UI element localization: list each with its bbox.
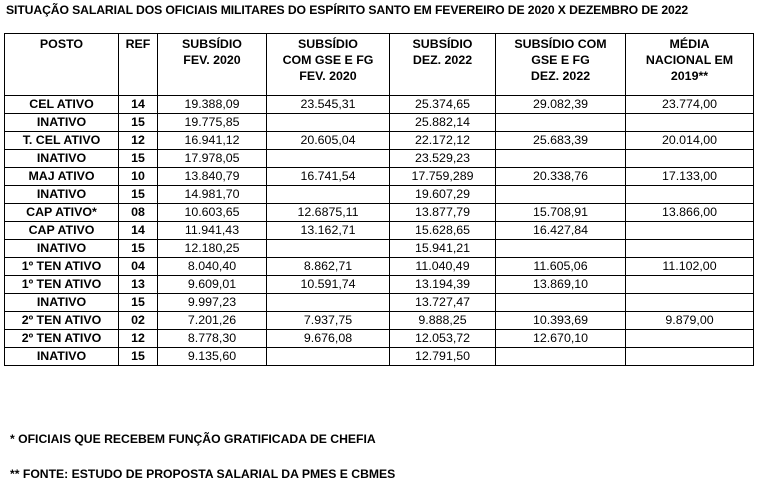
rank-cell: CAP ATIVO [5, 222, 119, 240]
value-cell: 8.862,71 [267, 258, 390, 276]
column-header [5, 34, 119, 96]
value-cell [267, 240, 390, 258]
rank-cell: INATIVO [5, 186, 119, 204]
ref-cell: 10 [119, 168, 158, 186]
value-cell: 7.201,26 [158, 312, 267, 330]
value-cell: 12.670,10 [496, 330, 626, 348]
salary-table [4, 33, 754, 366]
value-cell [626, 348, 754, 366]
value-cell: 14.981,70 [158, 186, 267, 204]
value-cell [626, 114, 754, 132]
column-header [158, 34, 267, 96]
value-cell: 15.628,65 [390, 222, 496, 240]
header-row [5, 34, 754, 96]
rank-cell: CAP ATIVO* [5, 204, 119, 222]
value-cell [626, 240, 754, 258]
column-header-line: DEZ. 2022 [530, 69, 591, 83]
footnote-function: * OFICIAIS QUE RECEBEM FUNÇÃO GRATIFICADA DE CHEFIA [10, 432, 376, 446]
value-cell [267, 114, 390, 132]
value-cell: 9.676,08 [267, 330, 390, 348]
column-header-line: SUBSÍDIO [182, 37, 242, 51]
rank-cell: T. CEL ATIVO [5, 132, 119, 150]
value-cell: 16.741,54 [267, 168, 390, 186]
value-cell: 12.791,50 [390, 348, 496, 366]
ref-cell: 13 [119, 276, 158, 294]
value-cell: 10.393,69 [496, 312, 626, 330]
value-cell [267, 150, 390, 168]
value-cell [496, 186, 626, 204]
value-cell [496, 240, 626, 258]
column-header-line: GSE E FG [531, 53, 590, 67]
column-header [626, 34, 754, 96]
value-cell [626, 330, 754, 348]
column-header [390, 34, 496, 96]
column-header [496, 34, 626, 96]
rank-cell: MAJ ATIVO [5, 168, 119, 186]
value-cell: 13.194,39 [390, 276, 496, 294]
rank-cell: 2º TEN ATIVO [5, 312, 119, 330]
ref-cell: 12 [119, 132, 158, 150]
value-cell: 17.978,05 [158, 150, 267, 168]
table-row [5, 222, 754, 240]
column-header-line: FEV. 2020 [183, 53, 241, 67]
value-cell: 13.727,47 [390, 294, 496, 312]
value-cell: 12.053,72 [390, 330, 496, 348]
table-row [5, 132, 754, 150]
value-cell: 20.014,00 [626, 132, 754, 150]
value-cell: 9.888,25 [390, 312, 496, 330]
value-cell: 17.759,289 [390, 168, 496, 186]
value-cell: 15.941,21 [390, 240, 496, 258]
rank-cell: INATIVO [5, 150, 119, 168]
table-row [5, 114, 754, 132]
value-cell: 11.040,49 [390, 258, 496, 276]
value-cell [267, 186, 390, 204]
value-cell: 13.866,00 [626, 204, 754, 222]
ref-cell: 08 [119, 204, 158, 222]
value-cell [626, 186, 754, 204]
page-title: SITUAÇÃO SALARIAL DOS OFICIAIS MILITARES DO ESPÍRITO SANTO EM FEVEREIRO DE 2020 X DEZEMBRO DE 2022 [6, 3, 689, 17]
value-cell [626, 294, 754, 312]
value-cell: 9.997,23 [158, 294, 267, 312]
ref-cell: 15 [119, 186, 158, 204]
value-cell: 9.879,00 [626, 312, 754, 330]
column-header-line: SUBSÍDIO [298, 37, 358, 51]
value-cell [267, 294, 390, 312]
column-header-line: FEV. 2020 [299, 69, 357, 83]
value-cell [496, 150, 626, 168]
value-cell: 7.937,75 [267, 312, 390, 330]
ref-cell: 15 [119, 240, 158, 258]
ref-cell: 15 [119, 294, 158, 312]
value-cell: 19.775,85 [158, 114, 267, 132]
rank-cell: 1º TEN ATIVO [5, 276, 119, 294]
value-cell: 23.774,00 [626, 96, 754, 114]
footnote-source: ** FONTE: ESTUDO DE PROPOSTA SALARIAL DA PMES E CBMES [10, 467, 396, 481]
ref-cell: 14 [119, 96, 158, 114]
table-row [5, 186, 754, 204]
rank-cell: INATIVO [5, 348, 119, 366]
table-row [5, 150, 754, 168]
value-cell [496, 348, 626, 366]
ref-cell: 14 [119, 222, 158, 240]
value-cell: 9.609,01 [158, 276, 267, 294]
value-cell: 11.941,43 [158, 222, 267, 240]
value-cell: 23.529,23 [390, 150, 496, 168]
table-row [5, 294, 754, 312]
value-cell: 25.683,39 [496, 132, 626, 150]
value-cell: 13.877,79 [390, 204, 496, 222]
ref-cell: 04 [119, 258, 158, 276]
value-cell [626, 222, 754, 240]
value-cell: 11.605,06 [496, 258, 626, 276]
value-cell: 13.840,79 [158, 168, 267, 186]
value-cell: 19.607,29 [390, 186, 496, 204]
table-row [5, 348, 754, 366]
rank-cell: 1º TEN ATIVO [5, 258, 119, 276]
ref-cell: 12 [119, 330, 158, 348]
ref-cell: 15 [119, 114, 158, 132]
value-cell: 8.778,30 [158, 330, 267, 348]
value-cell [626, 150, 754, 168]
column-header-line: NACIONAL EM [645, 53, 734, 67]
column-header-line: SUBSÍDIO COM [514, 37, 607, 51]
ref-cell: 15 [119, 348, 158, 366]
column-header-line: MÉDIA [669, 37, 710, 51]
column-header [267, 34, 390, 96]
value-cell [496, 114, 626, 132]
table-row [5, 330, 754, 348]
value-cell: 25.374,65 [390, 96, 496, 114]
table-row [5, 312, 754, 330]
table-row [5, 240, 754, 258]
value-cell: 11.102,00 [626, 258, 754, 276]
value-cell: 16.941,12 [158, 132, 267, 150]
rank-cell: 2º TEN ATIVO [5, 330, 119, 348]
column-header-line: REF [125, 37, 151, 51]
value-cell [626, 276, 754, 294]
table-row [5, 168, 754, 186]
table-row [5, 276, 754, 294]
value-cell: 15.708,91 [496, 204, 626, 222]
value-cell: 10.591,74 [267, 276, 390, 294]
rank-cell: INATIVO [5, 240, 119, 258]
column-header-line: 2019** [670, 69, 709, 83]
column-header-line: POSTO [39, 37, 84, 51]
value-cell: 13.162,71 [267, 222, 390, 240]
rank-cell: INATIVO [5, 114, 119, 132]
value-cell: 10.603,65 [158, 204, 267, 222]
ref-cell: 15 [119, 150, 158, 168]
value-cell [267, 348, 390, 366]
value-cell: 13.869,10 [496, 276, 626, 294]
value-cell: 23.545,31 [267, 96, 390, 114]
value-cell: 17.133,00 [626, 168, 754, 186]
ref-cell: 02 [119, 312, 158, 330]
table-row [5, 204, 754, 222]
column-header-line: SUBSÍDIO [412, 37, 473, 51]
value-cell: 12.180,25 [158, 240, 267, 258]
rank-cell: INATIVO [5, 294, 119, 312]
value-cell: 19.388,09 [158, 96, 267, 114]
value-cell: 22.172,12 [390, 132, 496, 150]
value-cell: 9.135,60 [158, 348, 267, 366]
rank-cell: CEL ATIVO [5, 96, 119, 114]
value-cell: 16.427,84 [496, 222, 626, 240]
table-row [5, 96, 754, 114]
table-body [5, 96, 754, 366]
column-header-line: COM GSE E FG [282, 53, 374, 67]
value-cell: 20.338,76 [496, 168, 626, 186]
value-cell: 8.040,40 [158, 258, 267, 276]
column-header [119, 34, 158, 96]
value-cell: 29.082,39 [496, 96, 626, 114]
value-cell [496, 294, 626, 312]
value-cell: 20.605,04 [267, 132, 390, 150]
table-row [5, 258, 754, 276]
value-cell: 12.6875,11 [267, 204, 390, 222]
value-cell: 25.882,14 [390, 114, 496, 132]
column-header-line: DEZ. 2022 [412, 53, 473, 67]
